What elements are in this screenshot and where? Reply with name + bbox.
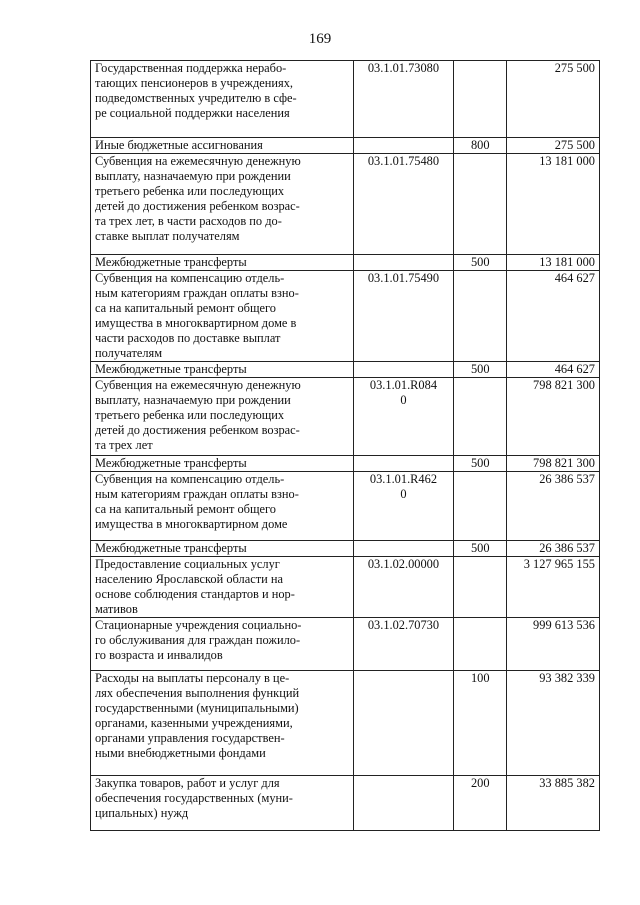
table-row xyxy=(91,456,600,472)
table-row xyxy=(91,154,600,255)
row-sum: 33 885 382 xyxy=(507,776,600,831)
row-name: Предоставление социальных услуг населению Ярославской области на основе соблюдения стандартов и нор- мативов xyxy=(95,557,295,616)
row-name: Межбюджетные трансферты xyxy=(95,362,247,376)
row-code: 03.1.01.75490 xyxy=(353,271,454,362)
table-row xyxy=(91,378,600,456)
row-code xyxy=(353,671,454,776)
row-sum: 13 181 000 xyxy=(507,255,600,271)
row-code: 03.1.01.R084 0 xyxy=(353,378,454,456)
row-name: Закупка товаров, работ и услуг для обеспечения государственных (муни- ципальных) нужд xyxy=(95,776,293,820)
row-code: 03.1.02.70730 xyxy=(353,618,454,671)
row-code: 03.1.02.00000 xyxy=(353,557,454,618)
row-vr xyxy=(454,378,507,456)
row-code xyxy=(353,541,454,557)
row-vr: 800 xyxy=(454,138,507,154)
row-code: 03.1.01.75480 xyxy=(353,154,454,255)
row-vr: 500 xyxy=(454,456,507,472)
table-row xyxy=(91,271,600,362)
row-vr: 500 xyxy=(454,541,507,557)
row-vr xyxy=(454,618,507,671)
row-vr xyxy=(454,472,507,541)
row-code: 03.1.01.73080 xyxy=(353,61,454,138)
row-sum: 26 386 537 xyxy=(507,472,600,541)
table-row xyxy=(91,61,600,138)
table-row xyxy=(91,541,600,557)
row-vr xyxy=(454,154,507,255)
row-code xyxy=(353,776,454,831)
row-sum: 275 500 xyxy=(507,138,600,154)
row-code: 03.1.01.R462 0 xyxy=(353,472,454,541)
row-sum: 798 821 300 xyxy=(507,378,600,456)
row-vr xyxy=(454,557,507,618)
row-code xyxy=(353,456,454,472)
row-sum: 464 627 xyxy=(507,271,600,362)
row-code xyxy=(353,255,454,271)
row-vr: 100 xyxy=(454,671,507,776)
row-vr xyxy=(454,271,507,362)
row-sum: 464 627 xyxy=(507,362,600,378)
table-row xyxy=(91,138,600,154)
row-sum: 26 386 537 xyxy=(507,541,600,557)
row-sum: 13 181 000 xyxy=(507,154,600,255)
row-name: Межбюджетные трансферты xyxy=(95,541,247,555)
row-name: Субвенция на ежемесячную денежную выплату, назначаемую при рождении третьего ребенка или последующих детей до достижения ребенком возрас- та трех лет xyxy=(95,378,301,452)
table-row xyxy=(91,618,600,671)
row-vr xyxy=(454,61,507,138)
budget-table xyxy=(90,60,600,831)
row-sum: 999 613 536 xyxy=(507,618,600,671)
row-vr: 200 xyxy=(454,776,507,831)
row-sum: 275 500 xyxy=(507,61,600,138)
row-name: Субвенция на компенсацию отдель- ным категориям граждан оплаты взно- са на капитальный ремонт общего имущества в многоквартирном доме xyxy=(95,472,299,531)
page-number: 169 xyxy=(308,31,332,47)
row-vr: 500 xyxy=(454,255,507,271)
table-row xyxy=(91,362,600,378)
row-sum: 93 382 339 xyxy=(507,671,600,776)
row-name: Субвенция на ежемесячную денежную выплату, назначаемую при рождении третьего ребенка или последующих детей до достижения ребенком возрас- та трех лет, в части расходов по до- ставке выплат получателям xyxy=(95,154,301,243)
row-name: Межбюджетные трансферты xyxy=(95,255,247,269)
table-row xyxy=(91,776,600,831)
row-name: Субвенция на компенсацию отдель- ным категориям граждан оплаты взно- са на капитальный ремонт общего имущества в многоквартирном доме в части расходов по доставке выплат получателям xyxy=(95,271,299,360)
row-name: Государственная поддержка нерабо- тающих пенсионеров в учреждениях, подведомственных учредителю в сфе- ре социальной поддержки населения xyxy=(95,61,297,120)
row-sum: 3 127 965 155 xyxy=(507,557,600,618)
table-row xyxy=(91,557,600,618)
row-name: Расходы на выплаты персоналу в це- лях обеспечения выполнения функций государственными (муниципальными) органами, казенными учреждениями, органами управления государствен- ными внебюджетными фондами xyxy=(95,671,300,760)
row-name: Межбюджетные трансферты xyxy=(95,456,247,470)
row-vr: 500 xyxy=(454,362,507,378)
table-row xyxy=(91,671,600,776)
row-name: Стационарные учреждения социально- го обслуживания для граждан пожило- го возраста и инвалидов xyxy=(95,618,302,662)
row-name: Иные бюджетные ассигнования xyxy=(95,138,263,152)
row-sum: 798 821 300 xyxy=(507,456,600,472)
row-code xyxy=(353,362,454,378)
table-row xyxy=(91,255,600,271)
table-row xyxy=(91,472,600,541)
row-code xyxy=(353,138,454,154)
